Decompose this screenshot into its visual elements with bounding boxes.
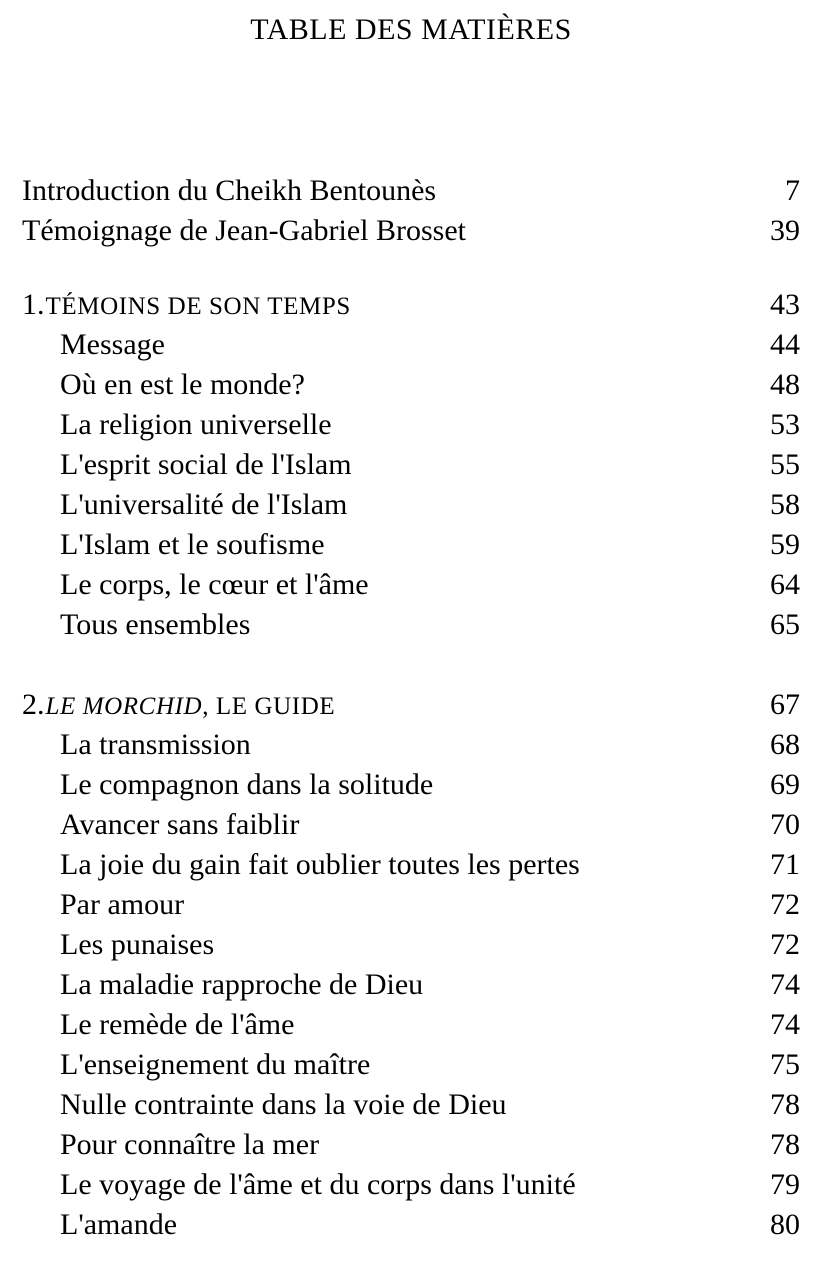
toc-section-title	[22, 685, 770, 727]
toc-entry-introduction	[22, 171, 800, 211]
toc-entry-label: Message	[60, 328, 165, 361]
toc-entry-page: 74	[770, 1008, 800, 1041]
toc-entry-label: Témoignage de Jean-Gabriel Brosset	[22, 214, 467, 247]
toc-entry-page: 64	[770, 568, 800, 601]
toc-entry-page: 53	[770, 408, 800, 441]
toc-section-page: 43	[770, 288, 800, 321]
toc-entry	[22, 1205, 800, 1245]
toc-entry-label: L'universalité de l'Islam	[60, 488, 348, 521]
toc-entry	[22, 605, 800, 645]
toc-entry-page: 44	[770, 328, 800, 361]
toc-entry-label: Le remède de l'âme	[60, 1008, 295, 1041]
toc-section-page: 67	[770, 688, 800, 721]
toc-entry-label: Le compagnon dans la solitude	[60, 768, 434, 801]
toc-section-title-italic: LE MORCHID	[45, 693, 203, 720]
toc-entry	[22, 725, 800, 765]
toc-entry	[22, 1045, 800, 1085]
toc-entry-label: Par amour	[60, 888, 185, 921]
toc-entry-label: La religion universelle	[60, 408, 332, 441]
toc-entry	[22, 805, 800, 845]
toc-entry-page: 78	[770, 1128, 800, 1161]
toc-entry	[22, 925, 800, 965]
toc-entry-label: L'amande	[60, 1208, 178, 1241]
toc-entry	[22, 965, 800, 1005]
toc-entry	[22, 405, 800, 445]
toc-entry	[22, 485, 800, 525]
toc-entry-label: Où en est le monde?	[60, 368, 305, 401]
toc-entry	[22, 1085, 800, 1125]
toc-entry-label: La maladie rapproche de Dieu	[60, 968, 424, 1001]
toc-entry	[22, 1125, 800, 1165]
toc-section-title	[22, 285, 770, 327]
toc-entry-label: La transmission	[60, 728, 251, 761]
toc-entry	[22, 1005, 800, 1045]
toc-entry-label: Le voyage de l'âme et du corps dans l'unité	[60, 1168, 576, 1201]
toc-entry	[22, 445, 800, 485]
toc-entry-page: 72	[770, 888, 800, 921]
toc-entry-page: 79	[770, 1168, 800, 1201]
toc-entry-page: 69	[770, 768, 800, 801]
toc-entry	[22, 845, 800, 885]
toc-section-title-caps: , LE GUIDE	[202, 693, 336, 720]
toc-entry-label: Le corps, le cœur et l'âme	[60, 568, 369, 601]
toc-entry-label: L'enseignement du maître	[60, 1048, 371, 1081]
toc-entry-page: 72	[770, 928, 800, 961]
toc-entry-label: Pour connaître la mer	[60, 1128, 320, 1161]
page-title: TABLE DES MATIÈRES	[250, 13, 572, 46]
toc-entry	[22, 1165, 800, 1205]
toc-entry-page: 74	[770, 968, 800, 1001]
spacer-after-title	[22, 51, 800, 171]
toc-entry	[22, 885, 800, 925]
toc-entry-page: 80	[770, 1208, 800, 1241]
toc-entry-page: 71	[770, 848, 800, 881]
toc-entry-temoignage	[22, 211, 800, 251]
toc-entry-label: L'esprit social de l'Islam	[60, 448, 352, 481]
toc-entry	[22, 365, 800, 405]
spacer-before-section-2	[22, 645, 800, 685]
toc-entry-label: La joie du gain fait oublier toutes les pertes	[60, 848, 580, 881]
toc-section-title-caps: TÉMOINS DE SON TEMPS	[45, 293, 351, 320]
toc-entry-page: 68	[770, 728, 800, 761]
toc-entry-page: 65	[770, 608, 800, 641]
toc-entry	[22, 525, 800, 565]
toc-entry-label: Les punaises	[60, 928, 215, 961]
toc-section-heading-2	[22, 685, 800, 725]
toc-entry-page: 58	[770, 488, 800, 521]
toc-entry-page: 78	[770, 1088, 800, 1121]
toc-entry	[22, 765, 800, 805]
toc-entry-page: 7	[785, 174, 800, 207]
toc-entry-page: 39	[770, 214, 800, 247]
toc-entry-label: Tous ensembles	[60, 608, 251, 641]
toc-entry-label: Introduction du Cheikh Bentounès	[22, 174, 437, 207]
toc-entry-label: L'Islam et le soufisme	[60, 528, 325, 561]
toc-entry-page: 48	[770, 368, 800, 401]
toc-entry-label: Nulle contrainte dans la voie de Dieu	[60, 1088, 507, 1121]
toc-entry-page: 70	[770, 808, 800, 841]
toc-entry-page: 59	[770, 528, 800, 561]
toc-entry-page: 75	[770, 1048, 800, 1081]
toc-section-number: 1.	[22, 288, 45, 321]
toc-entry	[22, 565, 800, 605]
toc-section-heading-1	[22, 285, 800, 325]
toc-entry-page: 55	[770, 448, 800, 481]
toc-section-number: 2.	[22, 688, 45, 721]
toc-entry-label: Avancer sans faiblir	[60, 808, 300, 841]
spacer-before-section-1	[22, 251, 800, 285]
toc-entry	[22, 325, 800, 365]
